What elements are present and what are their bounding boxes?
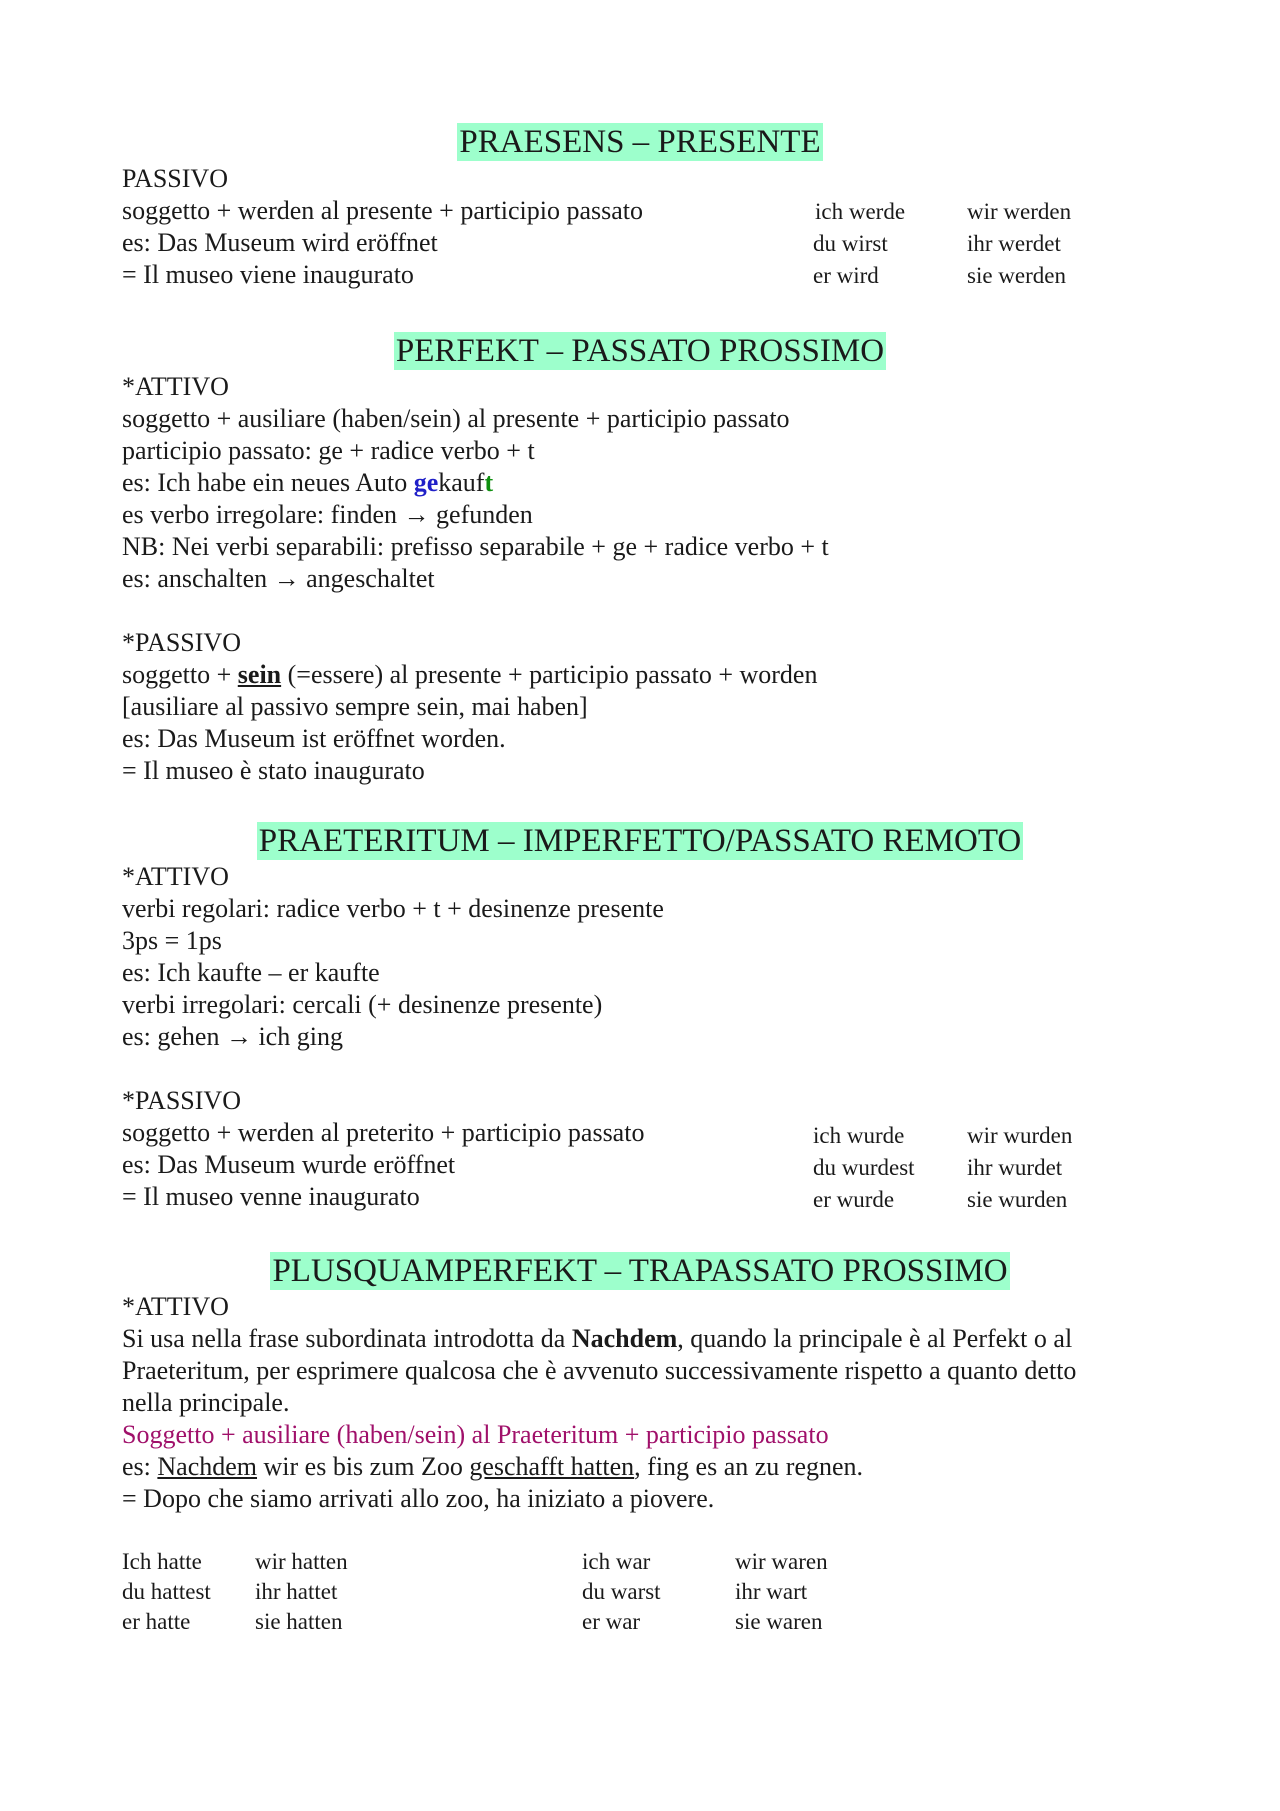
haben-cell: sie hatten bbox=[255, 1609, 343, 1634]
perfekt-example-text: es: Ich habe ein neues Auto bbox=[122, 468, 414, 497]
perfekt-irregolare: es verbo irregolare: finden → gefunden bbox=[122, 500, 533, 529]
praeteritum-passivo-line: *PASSIVO bbox=[122, 1086, 241, 1115]
desc-part: Si usa nella frase subordinata introdotta da bbox=[122, 1324, 572, 1353]
praesens-example: es: Das Museum wird eröffnet bbox=[122, 228, 438, 257]
conj-cell: ich wurde bbox=[813, 1123, 905, 1148]
conj-cell: du wirst bbox=[813, 231, 888, 256]
haben-cell: er hatte bbox=[122, 1609, 191, 1634]
perfekt-participio: participio passato: ge + radice verbo + t bbox=[122, 436, 535, 465]
sein-cell: du warst bbox=[582, 1579, 661, 1604]
perfekt-passivo-note: [ausiliare al passivo sempre sein, mai haben] bbox=[122, 692, 588, 721]
plusq-attivo-label: *ATTIVO bbox=[122, 1292, 229, 1321]
perfekt-passivo-label: *PASSIVO bbox=[122, 628, 241, 657]
perfekt-attivo-label: *ATTIVO bbox=[122, 372, 229, 401]
conj-cell: er wird bbox=[813, 263, 879, 288]
perfekt-passivo-rule bbox=[122, 659, 817, 691]
example-part: wir es bis zum Zoo bbox=[257, 1452, 470, 1481]
conj-cell: ich werde bbox=[815, 199, 906, 224]
haben-cell: Ich hatte bbox=[122, 1549, 202, 1574]
praeteritum-attivo-line: es: gehen → ich ging bbox=[122, 1022, 343, 1051]
sein-cell: sie waren bbox=[735, 1609, 823, 1634]
conj-cell: sie werden bbox=[967, 263, 1066, 288]
heading-perfekt: PERFEKT – PASSATO PROSSIMO bbox=[395, 333, 885, 369]
perfekt-nb: NB: Nei verbi separabili: prefisso separabile + ge + radice verbo + t bbox=[122, 532, 829, 561]
rule-part: (=essere) al presente + participio passato + worden bbox=[281, 660, 818, 689]
perfekt-example-2: es: anschalten → angeschaltet bbox=[122, 564, 435, 593]
praeteritum-attivo-line: es: Ich kaufte – er kaufte bbox=[122, 958, 380, 987]
heading-perfekt-wrap bbox=[0, 332, 1280, 370]
perfekt-passivo-example: es: Das Museum ist eröffnet worden. bbox=[122, 724, 506, 753]
haben-cell: du hattest bbox=[122, 1579, 211, 1604]
sein-cell: er war bbox=[582, 1609, 641, 1634]
perfekt-example bbox=[122, 467, 493, 499]
sein-cell: ich war bbox=[582, 1549, 651, 1574]
verb-underlined: geschafft hatten bbox=[469, 1452, 635, 1481]
praeteritum-passivo-line: es: Das Museum wurde eröffnet bbox=[122, 1150, 456, 1179]
sein-cell: ihr wart bbox=[735, 1579, 808, 1604]
nachdem-bold: Nachdem bbox=[571, 1324, 678, 1353]
example-part: es: bbox=[122, 1452, 158, 1481]
heading-praesens-wrap bbox=[0, 123, 1280, 161]
conj-cell: sie wurden bbox=[967, 1187, 1068, 1212]
conj-cell: ihr werdet bbox=[967, 231, 1061, 256]
perfekt-passivo-translation: = Il museo è stato inaugurato bbox=[122, 756, 425, 785]
plusq-example bbox=[122, 1451, 863, 1483]
sein-cell: wir waren bbox=[735, 1549, 828, 1574]
praesens-translation: = Il museo viene inaugurato bbox=[122, 260, 414, 289]
plusq-translation: = Dopo che siamo arrivati allo zoo, ha iniziato a piovere. bbox=[122, 1484, 715, 1513]
praesens-passivo-label: PASSIVO bbox=[122, 164, 228, 193]
praeteritum-attivo-line: 3ps = 1ps bbox=[122, 926, 222, 955]
rule-part: soggetto + bbox=[122, 660, 238, 689]
stem-kauf: kauf bbox=[438, 468, 485, 497]
prefix-ge: ge bbox=[413, 468, 439, 497]
haben-cell: wir hatten bbox=[255, 1549, 348, 1574]
conj-cell: ihr wurdet bbox=[967, 1155, 1063, 1180]
heading-praeteritum: PRAETERITUM – IMPERFETTO/PASSATO REMOTO bbox=[258, 823, 1022, 859]
nachdem-underlined: Nachdem bbox=[157, 1452, 258, 1481]
conj-cell: er wurde bbox=[813, 1187, 895, 1212]
conj-cell: du wurdest bbox=[813, 1155, 915, 1180]
perfekt-attivo-rule: soggetto + ausiliare (haben/sein) al presente + participio passato bbox=[122, 404, 790, 433]
haben-cell: ihr hattet bbox=[255, 1579, 338, 1604]
heading-praesens: PRAESENS – PRESENTE bbox=[459, 124, 821, 160]
conj-cell: wir werden bbox=[967, 199, 1072, 224]
suffix-t: t bbox=[484, 468, 494, 497]
praeteritum-attivo-line: verbi regolari: radice verbo + t + desinenze presente bbox=[122, 894, 664, 923]
plusq-rule: Soggetto + ausiliare (haben/sein) al Praeteritum + participio passato bbox=[122, 1420, 829, 1449]
praeteritum-attivo-line: *ATTIVO bbox=[122, 862, 229, 891]
heading-praeteritum-wrap bbox=[0, 822, 1280, 860]
heading-plusquamperfekt: PLUSQUAMPERFEKT – TRAPASSATO PROSSIMO bbox=[272, 1253, 1008, 1289]
praesens-rule: soggetto + werden al presente + participio passato bbox=[122, 196, 644, 225]
praeteritum-passivo-line: = Il museo venne inaugurato bbox=[122, 1182, 420, 1211]
praeteritum-attivo-line: verbi irregolari: cercali (+ desinenze presente) bbox=[122, 990, 603, 1019]
plusq-description-1 bbox=[122, 1323, 1072, 1355]
praeteritum-passivo-line: soggetto + werden al preterito + participio passato bbox=[122, 1118, 645, 1147]
heading-plusquamperfekt-wrap bbox=[0, 1252, 1280, 1290]
conj-cell: wir wurden bbox=[967, 1123, 1073, 1148]
sein-emphasis: sein bbox=[237, 660, 282, 689]
plusq-description-2: Praeteritum, per esprimere qualcosa che è avvenuto successivamente rispetto a quanto detto bbox=[122, 1356, 1077, 1385]
desc-part: , quando la principale è al Perfekt o al bbox=[677, 1324, 1073, 1353]
plusq-description-3: nella principale. bbox=[122, 1388, 290, 1417]
example-part: , fing es an zu regnen. bbox=[634, 1452, 864, 1481]
